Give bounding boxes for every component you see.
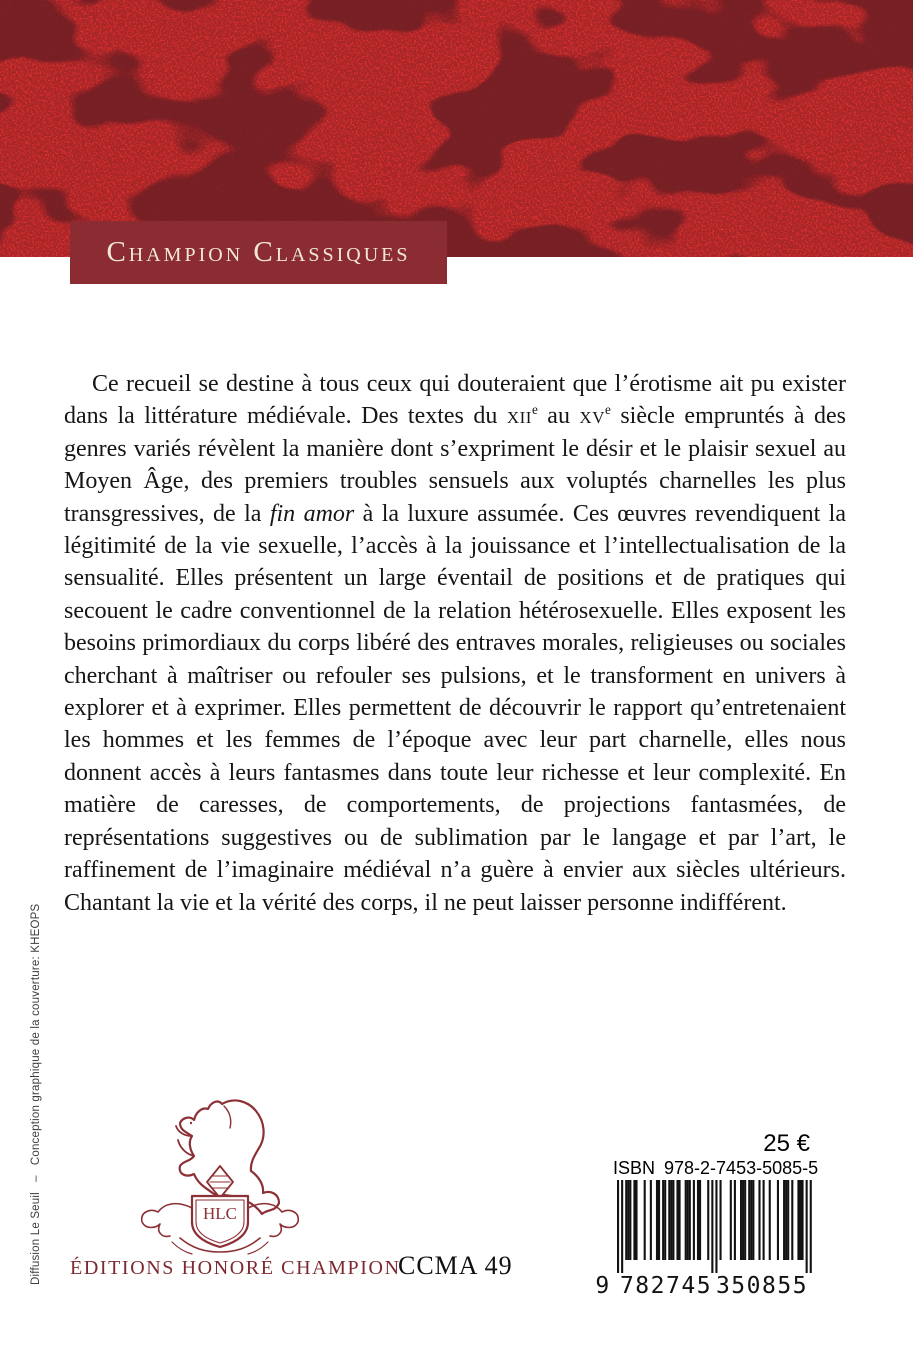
price: 25 € bbox=[763, 1130, 810, 1157]
marble-pattern-icon bbox=[0, 0, 913, 257]
series-band-label: Champion Classiques bbox=[106, 236, 411, 268]
horse-crest-icon bbox=[128, 1096, 312, 1260]
barcode-digits: 350855 bbox=[715, 1273, 809, 1298]
marbled-header-texture bbox=[0, 0, 913, 257]
ean13-barcode bbox=[593, 1180, 823, 1298]
barcode-digits: 9 bbox=[595, 1273, 611, 1298]
print-credits-vertical: Diffusion Le Seuil – Conception graphique de la couverture: KHEOPS bbox=[30, 903, 42, 1285]
publisher-monogram: HLC bbox=[203, 1204, 237, 1223]
isbn-label: ISBN bbox=[613, 1158, 656, 1178]
publisher-name: ÉDITIONS HONORÉ CHAMPION bbox=[70, 1257, 401, 1279]
back-cover-blurb: Ce recueil se destine à tous ceux qui douteraient que l’érotisme ait pu exister dans la littérature médiévale. Des textes du xii$^e$ au $xv^e$ siècle empruntés à des genres variés révèlent la manière dont s’expriment le désir et le plaisir sexuel au Moyen Âge, des premiers troubles sensuels aux voluptés charnelles les plus transgressives, de la fin amor à la luxure assumée. Ces œuvres revendiquent la légitimité de la vie sexuelle, l’accès à la jouissance et l’intellectualisation de la sensualité. Elles présentent un large éventail de positions et de pratiques qui secouent le cadre conventionnel de la relation hétérosexuelle. Elles exposent les besoins primordiaux du corps libéré des entraves morales, religieuses ou sociales cherchant à maîtriser ou refouler ses pulsions, et le transforment en univers à explorer et à exprimer. Elles permettent de découvrir le rapport qu’entretenaient les hommes et les femmes de l’époque avec leur part charnelle, elles nous donnent accès à leurs fantasmes dans toute leur richesse et leur complexité. En matière de caresses, de comportements, de projections fantasmées, de représentations suggestives ou de sublimation par le langage et par l’art, le raffinement de l’imaginaire médiéval n’a guère à envier aux siècles ultérieurs. Chantant la vie et la vérité des corps, il ne peut laisser personne indifférent. bbox=[64, 371, 847, 916]
series-band bbox=[70, 221, 447, 284]
publisher-logo bbox=[128, 1096, 312, 1260]
collection-reference: CCMA 49 bbox=[398, 1251, 513, 1280]
isbn-value: 978-2-7453-5085-5 bbox=[664, 1158, 819, 1178]
isbn-line bbox=[613, 1158, 818, 1179]
barcode-digits: 782745 bbox=[619, 1273, 713, 1298]
